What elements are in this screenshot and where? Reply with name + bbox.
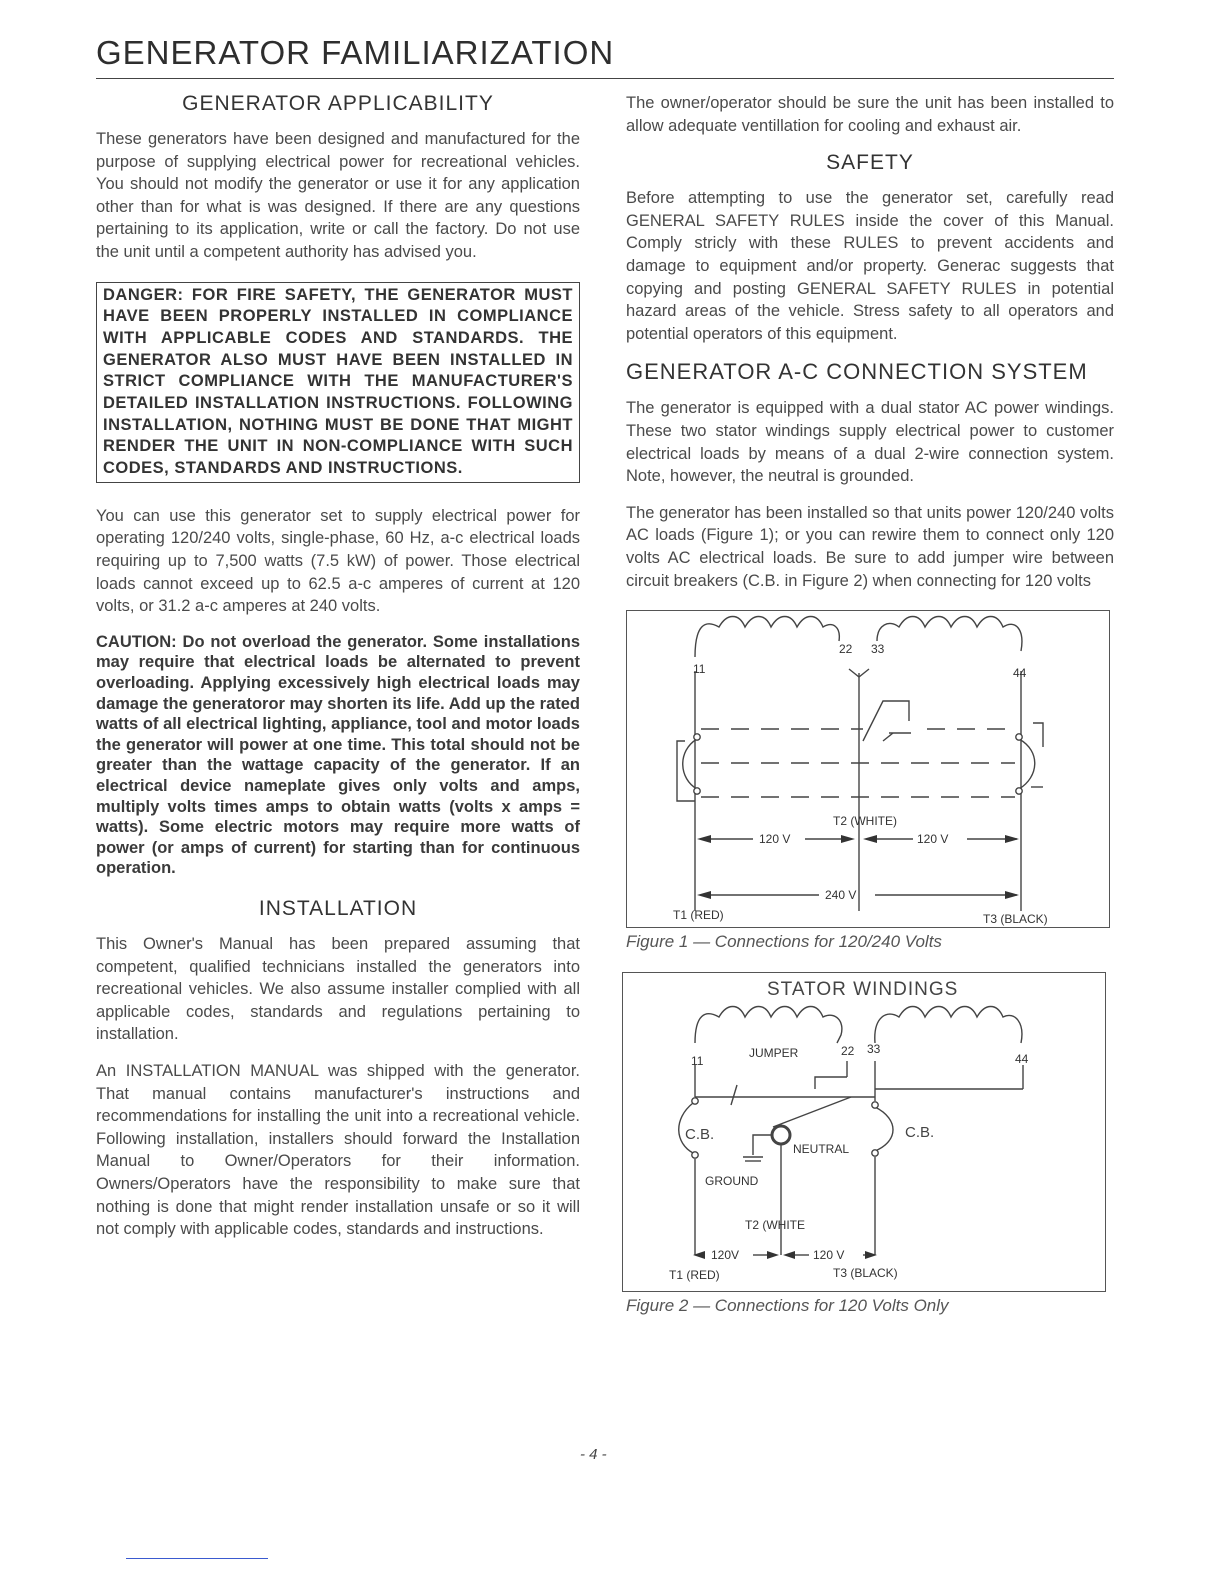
ventilation-paragraph: The owner/operator should be sure the unit has been installed to allow adequate ventillation for cooling and exhaust air. [626, 94, 1114, 135]
title-rule [96, 78, 1114, 79]
applicability-heading: GENERATOR APPLICABILITY [182, 92, 494, 115]
stator-winding-1 [695, 617, 839, 658]
fig2-lead-33: 33 [867, 1042, 881, 1057]
safety-body: Before attempting to use the generator set, carefully read GENERAL SAFETY RULES inside the cover of this Manual. Comply stricly with these RULES to prevent accidents and damage to equipment and/or property. Generac suggests that copying and posting GENERAL SAFETY RULES in potential hazard areas of the vehicle. Stress safety to all operators and potential operators of this equipment. [626, 189, 1114, 343]
fig2-title: STATOR WINDINGS [767, 979, 959, 1001]
fig1-t1-label: T1 (RED) [673, 908, 724, 923]
danger-notice: DANGER: FOR FIRE SAFETY, THE GENERATOR MUST HAVE BEEN PROPERLY INSTALLED IN COMPLIANCE WITH APPLICABLE CODES AND STANDARDS. THE GENERATOR ALSO MUST HAVE BEEN INSTALLED IN STRICT COMPLIANCE WITH THE MANUFACTURER'S DETAILED INSTALLATION INSTRUCTIONS. FOLLOWING INSTALLATION, NOTHING MUST BE DONE THAT MIGHT RENDER THE UNIT IN NON-COMPLIANCE WITH SUCH CODES, STANDARDS AND INSTRUCTIONS. [96, 282, 580, 483]
fig2-lead-44: 44 [1015, 1052, 1029, 1067]
fig1-v2: 120 V [917, 832, 949, 847]
fig2-t3-label: T3 (BLACK) [833, 1266, 898, 1281]
figure-1-diagram [627, 611, 1109, 927]
page-title: GENERATOR FAMILIARIZATION [96, 34, 615, 71]
fig2-ground-label: GROUND [705, 1174, 759, 1189]
fig1-lead-44: 44 [1013, 666, 1027, 681]
ac-system-paragraph-1: The generator is equipped with a dual stator AC power windings. These two stator windings supply electrical power to customer electrical loads by means of a dual 2-wire connection system. Note, however, the neutral is grounded. [626, 399, 1114, 486]
figure-2-caption: Figure 2 — Connections for 120 Volts Only [626, 1296, 949, 1316]
stator-winding-2 [875, 1007, 1022, 1044]
fig2-v1: 120V [711, 1248, 740, 1263]
power-paragraph: You can use this generator set to supply electrical power for operating 120/240 volts, single-phase, 60 Hz, a-c electrical loads requiring up to 7,500 watts (7.5 kW) of power. Those electrical loads cannot exceed up to 62.5 a-c amperes of current at 120 volts, or 31.2 a-c amperes at 240 volts. [96, 506, 580, 616]
installation-heading: INSTALLATION [258, 896, 418, 920]
page-number: - 4 - [580, 1446, 607, 1463]
fig2-cb-left: C.B. [685, 1126, 715, 1144]
ac-system-heading: GENERATOR A-C CONNECTION SYSTEM [626, 359, 1088, 385]
figure-1 [626, 610, 1110, 928]
fig1-v3: 240 V [825, 888, 857, 903]
fig1-lead-33: 33 [871, 642, 885, 657]
fig1-lead-22: 22 [839, 642, 853, 657]
fig2-lead-22: 22 [841, 1044, 855, 1059]
fig2-neutral-label: NEUTRAL [793, 1142, 850, 1157]
fig2-t1-label: T1 (RED) [669, 1268, 720, 1283]
footer-link-line [126, 1558, 268, 1559]
fig1-t2-label: T2 (WHITE) [833, 814, 897, 829]
safety-heading: SAFETY [826, 151, 914, 175]
fig2-v2: 120 V [813, 1248, 845, 1263]
fig1-t3-label: T3 (BLACK) [983, 912, 1048, 927]
figure-2 [622, 972, 1106, 1292]
ac-system-paragraph-2: The generator has been installed so that units power 120/240 volts AC loads (Figure 1); or you can rewire them to connect only 120 volts AC electrical loads. Be sure to add jumper wire between circuit breakers (C.B. in Figure 2) when connecting for 120 volts [626, 503, 1114, 590]
installation-paragraph-1: This Owner's Manual has been prepared assuming that competent, qualified technicians installed the generators into recreational vehicles. We also assume installer complied with all applicable codes, standards and regulations pertaining to installation. [96, 934, 580, 1044]
fig2-cb-right: C.B. [905, 1124, 935, 1142]
applicability-body: These generators have been designed and manufactured for the purpose of supplying electrical power for recreational vehicles. You should not modify the generator or use it for any application other than for what is was designed. If there are any questions pertaining to its application, write or call the factory. Do not use the unit until a competent authority has advised you. [96, 130, 580, 261]
figure-1-caption: Figure 1 — Connections for 120/240 Volts [626, 932, 942, 952]
fig2-lead-11: 11 [691, 1054, 704, 1069]
fig2-jumper-label: JUMPER [749, 1046, 799, 1061]
caution-notice: CAUTION: Do not overload the generator. Some installations may require that electrical loads be alternated to prevent overloading. Applying excessively high electrical loads may damage the generatoror may shorten its life. Add up the rated watts of all electrical lighting, appliance, tool and motor loads the generator will power at one time. This total should not be greater than the wattage capacity of the generator. If an electrical device nameplate gives only volts and amps, multiply volts times amps to obtain watts (volts x amps = watts). Some electric motors may require more watts of power (or amps of current) for starting than for continuous operation. [96, 632, 580, 878]
fig2-t2-label: T2 (WHITE [745, 1218, 805, 1233]
fig1-lead-11: 11 [693, 662, 706, 677]
installation-paragraph-2: An INSTALLATION MANUAL was shipped with the generator. That manual contains manufacturer's instructions and recommendations for installing the unit into a recreational vehicle. Following installation, installers should forward the Installation Manual to Owner/Operators for their information. Owners/Operators have the responsibility to make sure that nothing is done that might render installation unsafe or so it will not comply with applicable codes, standards and instructions. [96, 1061, 580, 1239]
right-column [626, 92, 1114, 1336]
fig1-v1: 120 V [759, 832, 791, 847]
stator-winding-1 [695, 1007, 842, 1044]
stator-winding-2 [877, 617, 1022, 652]
figure-2-diagram [623, 973, 1105, 1291]
left-column [96, 92, 580, 1255]
